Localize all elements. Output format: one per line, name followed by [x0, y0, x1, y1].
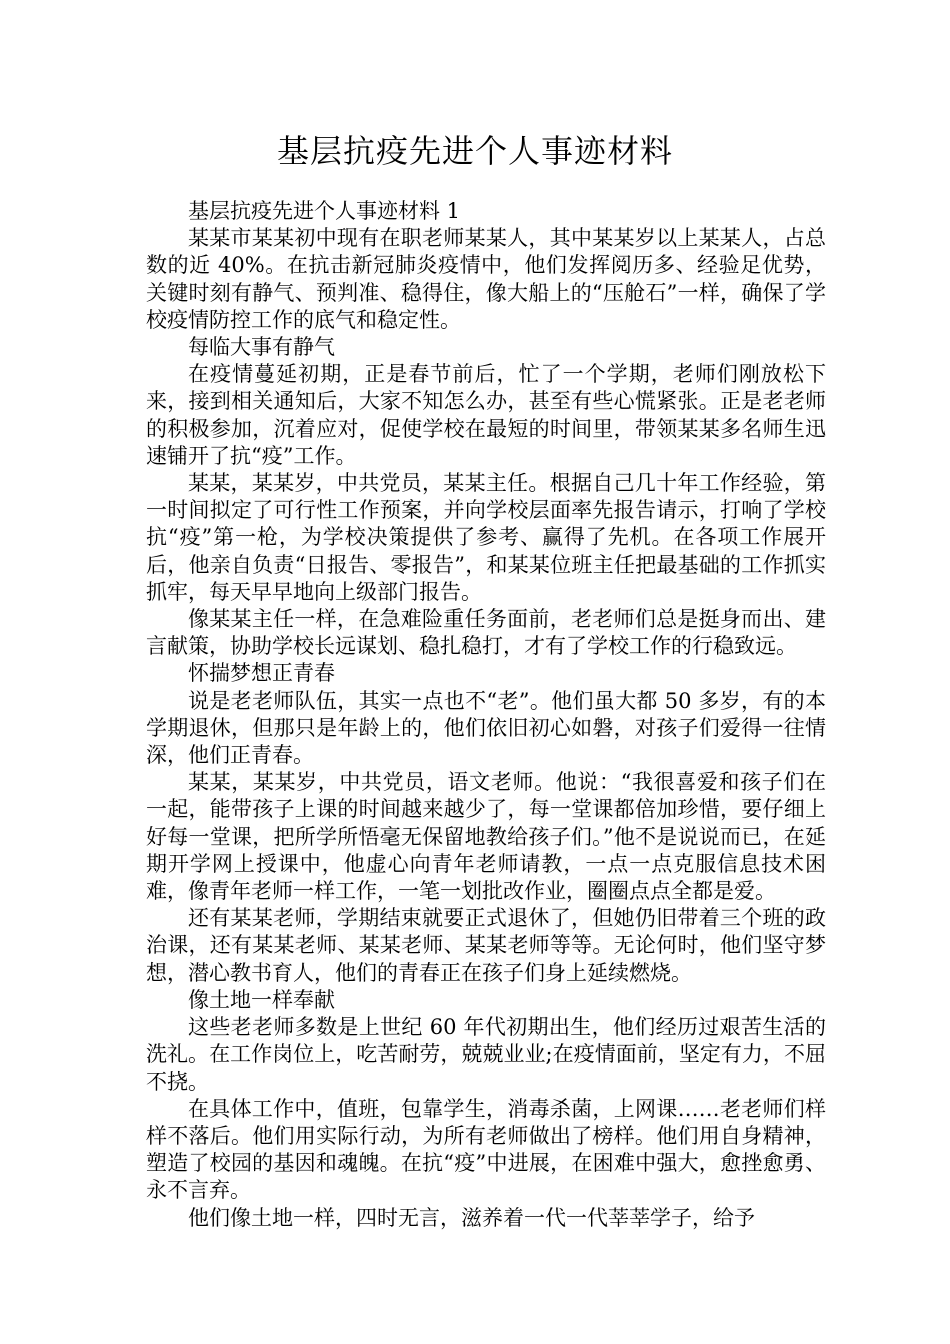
body-paragraph: 像某某主任一样，在急难险重任务面前，老老师们总是挺身而出、建言献策，协助学校长远谋划、稳扎稳打，才有了学校工作的行稳致远。 — [146, 607, 826, 659]
body-paragraph: 某某，某某岁，中共党员，语文老师。他说：“我很喜爱和孩子们在一起，能带孩子上课的时间越来越少了，每一堂课都倍加珍惜，要仔细上好每一堂课，把所学所悟毫无保留地教给孩子们。”他不是说说而已，在延期开学网上授课中，他虚心向青年老师请教，一点一点克服信息技术困难，像青年老师一样工作，一笔一划批改作业，圈圈点点全都是爱。 — [146, 770, 826, 904]
body-paragraph: 说是老老师队伍，其实一点也不“老”。他们虽大都 50 多岁，有的本学期退休，但那只是年龄上的，他们依旧初心如磐，对孩子们爱得一往情深，他们正青春。 — [146, 688, 826, 768]
section-heading: 像土地一样奉献 — [188, 987, 335, 1012]
document-title: 基层抗疫先进个人事迹材料 — [276, 132, 673, 170]
document-body — [146, 198, 826, 1232]
body-paragraph: 他们像土地一样，四时无言，滋养着一代一代莘莘学子，给予 — [188, 1205, 755, 1230]
body-paragraph: 还有某某老师，学期结束就要正式退休了，但她仍旧带着三个班的政治课，还有某某老师、某某老师、某某老师等等。无论何时，他们坚守梦想，潜心教书育人，他们的青春正在孩子们身上延续燃烧。 — [146, 906, 826, 985]
body-paragraph: 某某市某某初中现有在职老师某某人，其中某某岁以上某某人，占总数的近 40%。在抗击新冠肺炎疫情中，他们发挥阅历多、经验足优势，关键时刻有静气、预判准、稳得住，像大船上的“压舱石”一样，确保了学校疫情防控工作的底气和稳定性。 — [146, 226, 826, 332]
body-paragraph: 在具体工作中，值班，包靠学生，消毒杀菌，上网课……老老师们样样不落后。他们用实际行动，为所有老师做出了榜样。他们用自身精神，塑造了校园的基因和魂魄。在抗“疫”中进展，在困难中强大，愈挫愈勇、永不言弃。 — [146, 1096, 826, 1203]
section-heading: 每临大事有静气 — [188, 335, 335, 360]
section-heading: 基层抗疫先进个人事迹材料 1 — [188, 199, 461, 223]
body-paragraph: 这些老老师多数是上世纪 60 年代初期出生，他们经历过艰苦生活的洗礼。在工作岗位上，吃苦耐劳，兢兢业业;在疫情面前，坚定有力，不屈不挠。 — [146, 1015, 826, 1094]
body-paragraph: 某某，某某岁，中共党员，某某主任。根据自己几十年工作经验，第一时间拟定了可行性工作预案，并向学校层面率先报告请示，打响了学校抗“疫”第一枪，为学校决策提供了参考、赢得了先机。在各项工作展开后，他亲自负责“日报告、零报告”，和某某位班主任把最基础的工作抓实抓牢，每天早早地向上级部门报告。 — [146, 471, 826, 604]
section-heading: 怀揣梦想正青春 — [188, 661, 335, 686]
body-paragraph: 在疫情蔓延初期，正是春节前后，忙了一个学期，老师们刚放松下来，接到相关通知后，大家不知怎么办，甚至有些心慌紧张。正是老老师的积极参加，沉着应对，促使学校在最短的时间里，带领某某多名师生迅速铺开了抗“疫”工作。 — [146, 362, 826, 468]
